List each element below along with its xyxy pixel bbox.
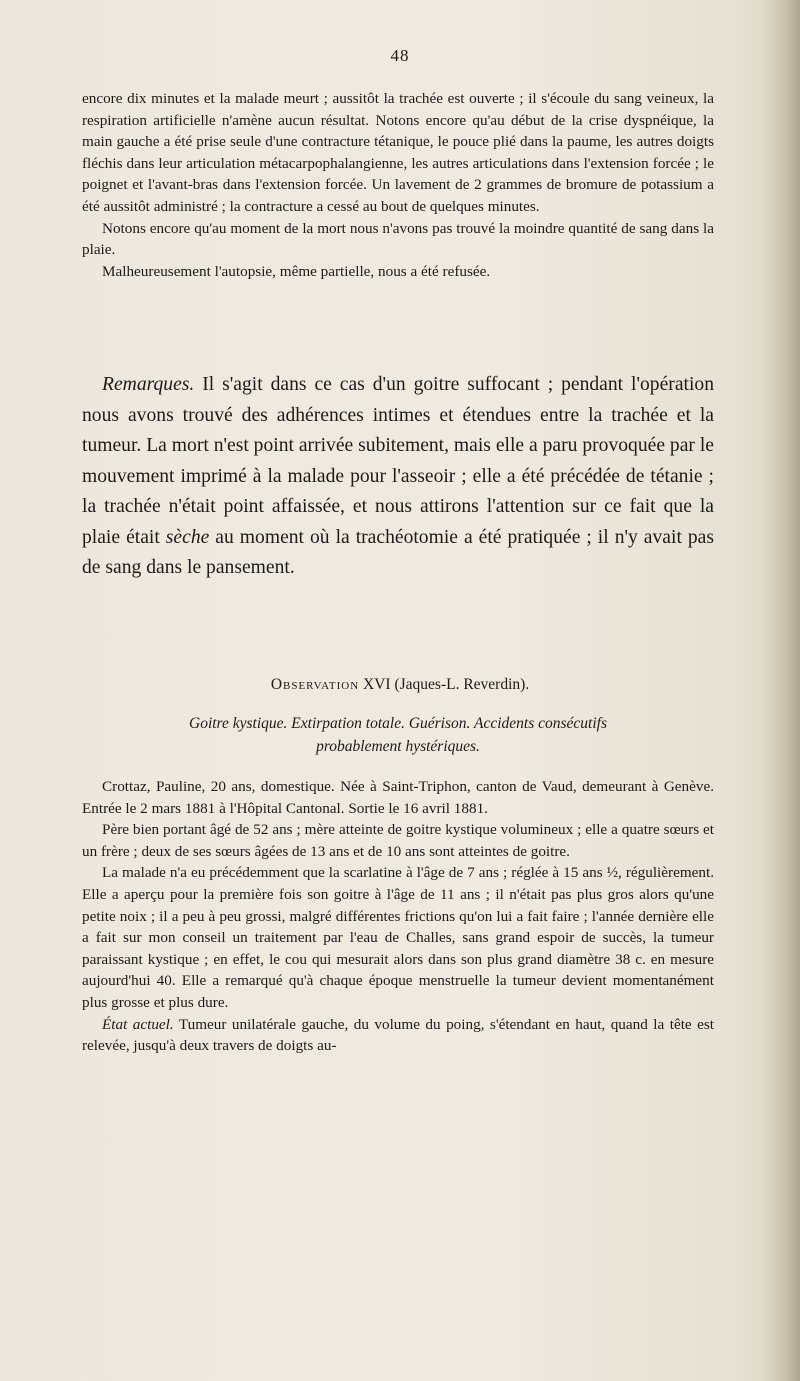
remarks-label: Remarques. [102,374,195,395]
observation-subtitle [82,712,714,758]
paragraph: Notons encore qu'au moment de la mort nous n'avons pas trouvé la moindre quantité de sang dans la plaie. [82,219,714,259]
remarks-emphasis: sèche [165,526,210,548]
observation-label: Observation [270,676,360,693]
subtitle-line-2: probablement hystériques. [316,738,480,755]
paragraph: Crottaz, Pauline, 20 ans, domestique. Née à Saint-Triphon, canton de Vaud, demeurant à Genève. Entrée le 2 mars 1881 à l'Hôpital Cantonal. Sortie le 16 avril 1881. [82,778,714,817]
subtitle-line-1: Goitre kystique. Extirpation totale. Guérison. Accidents consécutifs [189,715,607,732]
paragraphs-bottom [82,776,714,1057]
observation-rest: XVI (Jaques-L. Reverdin). [359,676,530,693]
page-number: 48 [390,46,410,65]
etat-label: État actuel. [102,1015,174,1033]
paragraph: Malheureusement l'autopsie, même partielle, nous a été refusée. [102,262,491,280]
remarks-section [82,370,714,584]
paragraph: encore dix minutes et la malade meurt ; aussitôt la trachée est ouverte ; il s'écoule du sang veineux, la respiration artificielle n'amène aucun résultat. Notons encore qu'au début de la crise dyspnéique, la main gauche a été prise seule d'une contracture tétanique, le pouce plié dans la paume, les autres doigts fléchis dans leur articulation métacarpophalangienne, les autres articulations dans l'extension forcée ; le poignet et l'avant-bras dans l'extension forcée. Un lavement de 2 grammes de bromure de potassium a été aussitôt administré ; la contracture a cessé au bout de quelques minutes. [82,90,714,215]
paragraph: Père bien portant âgé de 52 ans ; mère atteinte de goitre kystique volumineux ; elle a quatre sœurs et un frère ; deux de ses sœurs âgées de 13 ans et de 10 ans sont atteintes de goitre. [82,821,714,860]
observation-heading [0,676,800,694]
remarks-text-1: Il s'agit dans ce cas d'un goitre suffocant ; pendant l'opération nous avons trouvé des adhérences intimes et étendues entre la trachée et la tumeur. La mort n'est point arrivée subitement, mais elle a paru provoquée par le mouvement imprimé à la malade pour l'asseoir ; elle a été précédée de tétanie ; la trachée n'était point affaissée, et nous attirons l'attention sur ce fait que la plaie était [82,374,714,548]
paragraphs-top [82,88,714,282]
etat-text: Tumeur unilatérale gauche, du volume du poing, s'étendant en haut, quand la tête est relevée, jusqu'à deux travers de doigts au- [82,1015,714,1055]
etat-paragraph [82,1014,714,1057]
paragraph: La malade n'a eu précédemment que la scarlatine à l'âge de 7 ans ; réglée à 15 ans ½, régulièrement. Elle a aperçu pour la première fois son goitre à l'âge de 11 ans ; il n'était pas plus gros alors qu'une petite noix ; il a peu à peu grossi, malgré différentes frictions qu'on lui a fait faire ; l'année dernière elle a fait sur mon conseil un traitement par l'eau de Challes, sans grand espoir de succès, la tumeur paraissant kystique ; en effet, le cou qui mesurait alors dans son plus grand diamètre 38 c. en mesure aujourd'hui 40. Elle a remarqué qu'à chaque époque menstruelle la tumeur devient momentanément plus grosse et plus dure. [82,864,714,1011]
remarks-paragraph [82,370,714,584]
remarks-text-2: au moment où la trachéotomie a été pratiquée ; il n'y avait pas de sang dans le pansement. [82,526,714,578]
